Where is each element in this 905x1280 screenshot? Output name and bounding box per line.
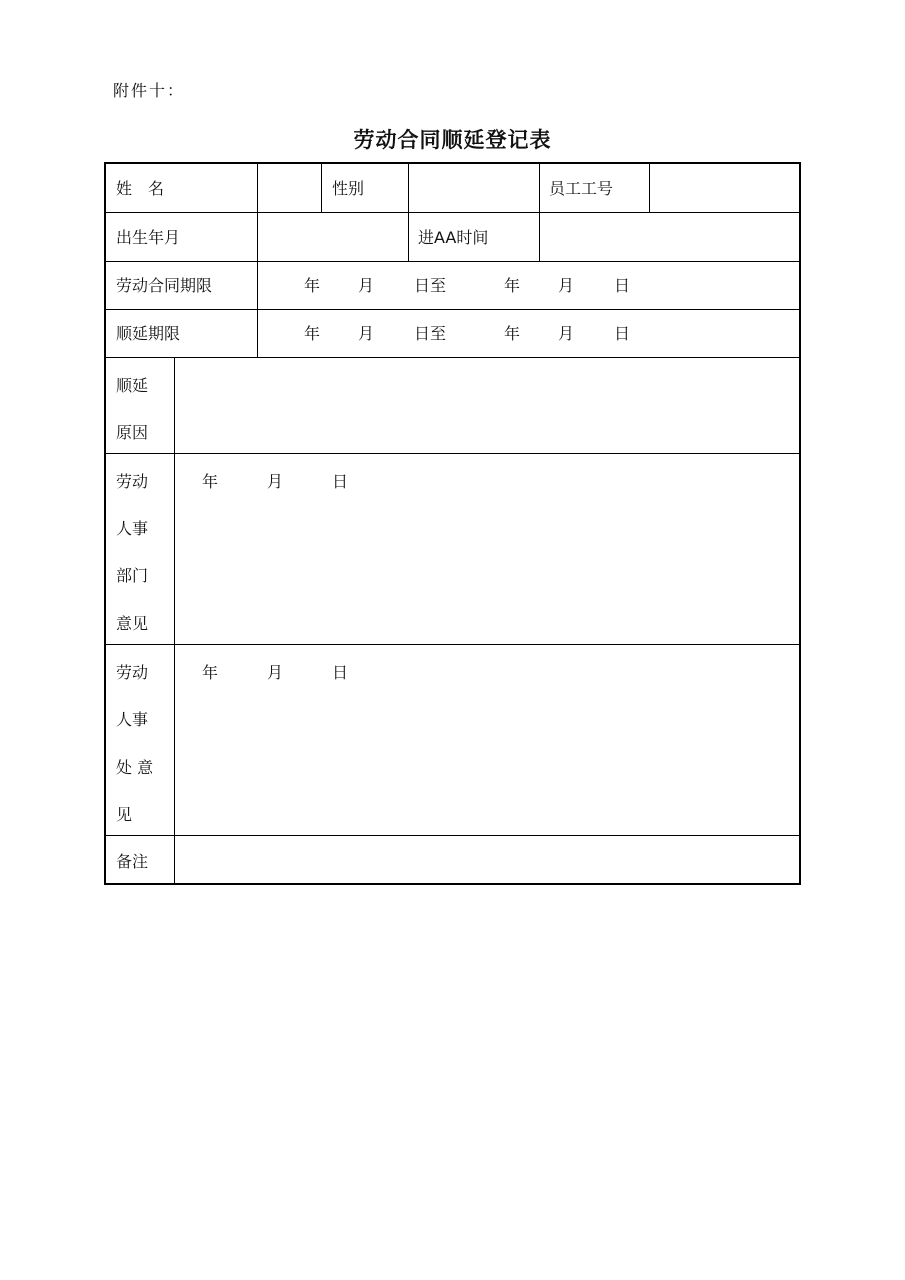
year-unit: 年 <box>202 472 219 491</box>
month-unit: 月 <box>267 472 284 491</box>
office-opinion-label-line: 劳动 <box>116 663 149 682</box>
month-unit: 月 <box>558 324 575 343</box>
year-unit: 年 <box>304 324 321 343</box>
extension-registration-form <box>104 162 801 885</box>
dept-opinion-label-line: 部门 <box>116 566 149 585</box>
year-unit: 年 <box>504 324 521 343</box>
row-divider <box>106 835 799 836</box>
office-opinion-label-line: 见 <box>116 805 133 824</box>
row-divider <box>106 644 799 645</box>
month-unit: 月 <box>558 276 575 295</box>
month-unit: 月 <box>358 276 375 295</box>
row-divider <box>106 261 799 262</box>
dept-opinion-label-line: 人事 <box>116 519 149 538</box>
gender-label: 性别 <box>332 179 365 198</box>
col-divider <box>408 164 409 212</box>
office-opinion-label-line: 处 意 <box>116 758 154 777</box>
col-divider <box>257 164 258 212</box>
day-unit: 日 <box>614 324 631 343</box>
col-divider <box>257 212 258 261</box>
attachment-label: 附件十： <box>113 81 186 100</box>
day-unit: 日 <box>614 276 631 295</box>
month-unit: 月 <box>358 324 375 343</box>
page-title: 劳动合同顺延登记表 <box>353 128 552 152</box>
col-divider <box>408 212 409 261</box>
row-divider <box>106 212 799 213</box>
employee-id-label: 员工工号 <box>549 179 614 198</box>
col-divider <box>649 164 650 212</box>
row-divider <box>106 357 799 358</box>
col-divider <box>321 164 322 212</box>
reason-label-line: 原因 <box>116 423 149 442</box>
col-divider <box>539 164 540 212</box>
join-date-label: 进AA时间 <box>418 228 489 247</box>
extension-period-label: 顺延期限 <box>116 324 181 343</box>
dept-opinion-label-line: 劳动 <box>116 472 149 491</box>
col-divider <box>257 261 258 357</box>
year-unit: 年 <box>202 663 219 682</box>
year-unit: 年 <box>504 276 521 295</box>
month-unit: 月 <box>267 663 284 682</box>
row-divider <box>106 309 799 310</box>
birth-label: 出生年月 <box>116 228 181 247</box>
row-divider <box>106 453 799 454</box>
day-unit: 日 <box>332 472 349 491</box>
col-divider <box>174 357 175 885</box>
day-to-unit: 日至 <box>414 276 447 295</box>
reason-label-line: 顺延 <box>116 376 149 395</box>
day-to-unit: 日至 <box>414 324 447 343</box>
year-unit: 年 <box>304 276 321 295</box>
day-unit: 日 <box>332 663 349 682</box>
remarks-label: 备注 <box>116 852 149 871</box>
name-label: 姓 名 <box>116 179 165 198</box>
dept-opinion-label-line: 意见 <box>116 614 149 633</box>
col-divider <box>539 212 540 261</box>
contract-period-label: 劳动合同期限 <box>116 276 213 295</box>
office-opinion-label-line: 人事 <box>116 710 149 729</box>
